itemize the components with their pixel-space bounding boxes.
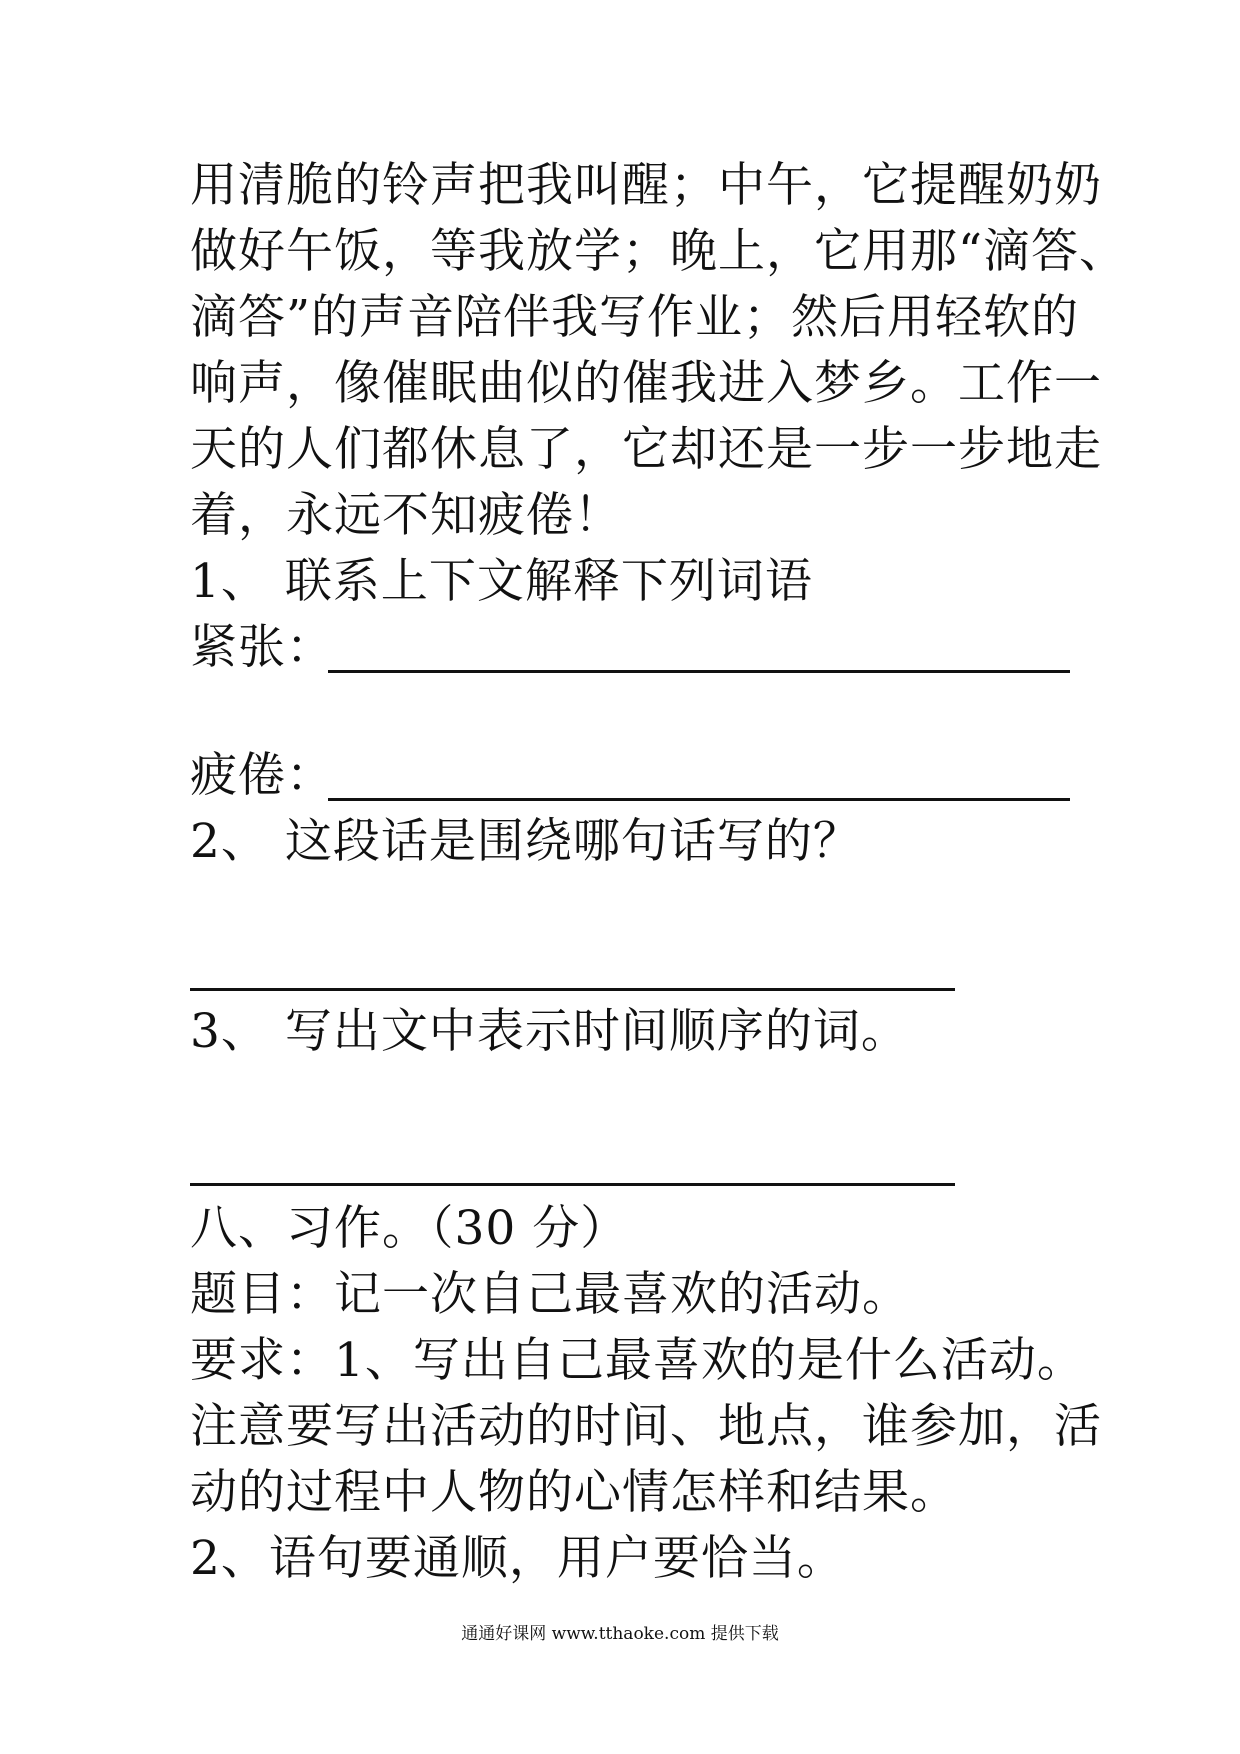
word-label-jinzhang: 紧张： xyxy=(190,620,334,675)
requirement-line-1: 要求：1、写出自己最喜欢的是什么活动。 xyxy=(190,1333,1085,1388)
requirement-line-3: 动的过程中人物的心情怎样和结果。 xyxy=(190,1465,958,1520)
question-2-prompt: 2、 这段话是围绕哪句话写的？ xyxy=(190,814,861,869)
question-3-prompt: 3、 写出文中表示时间顺序的词。 xyxy=(190,1004,909,1059)
answer-line-question-3[interactable] xyxy=(190,1183,955,1186)
passage-line-4: 响声，像催眠曲似的催我进入梦乡。工作一 xyxy=(190,356,1102,411)
question-1-prompt: 1、 联系上下文解释下列词语 xyxy=(190,554,813,609)
answer-blank-pijuan[interactable] xyxy=(328,798,1070,801)
word-label-pijuan: 疲倦： xyxy=(190,748,334,803)
passage-line-1: 用清脆的铃声把我叫醒；中午，它提醒奶奶 xyxy=(190,158,1102,213)
passage-line-6: 着，永远不知疲倦！ xyxy=(190,488,622,543)
requirement-line-4: 2、语句要通顺，用户要恰当。 xyxy=(190,1531,845,1586)
word-field-jinzhang xyxy=(190,620,1070,680)
answer-line-question-2[interactable] xyxy=(190,988,955,991)
passage-line-3: 滴答”的声音陪伴我写作业；然后用轻软的 xyxy=(190,290,1080,345)
composition-topic: 题目：记一次自己最喜欢的活动。 xyxy=(190,1267,910,1322)
requirement-line-2: 注意要写出活动的时间、地点，谁参加，活 xyxy=(190,1399,1102,1454)
passage-line-2: 做好午饭，等我放学；晚上，它用那“滴答、 xyxy=(190,224,1128,279)
passage-line-5: 天的人们都休息了，它却还是一步一步地走 xyxy=(190,422,1102,477)
answer-blank-jinzhang[interactable] xyxy=(328,670,1070,673)
word-field-pijuan xyxy=(190,748,1070,808)
footer-source: 通通好课网 www.tthaoke.com 提供下载 xyxy=(461,1624,779,1644)
composition-heading: 八、习作。（30 分） xyxy=(190,1201,629,1256)
